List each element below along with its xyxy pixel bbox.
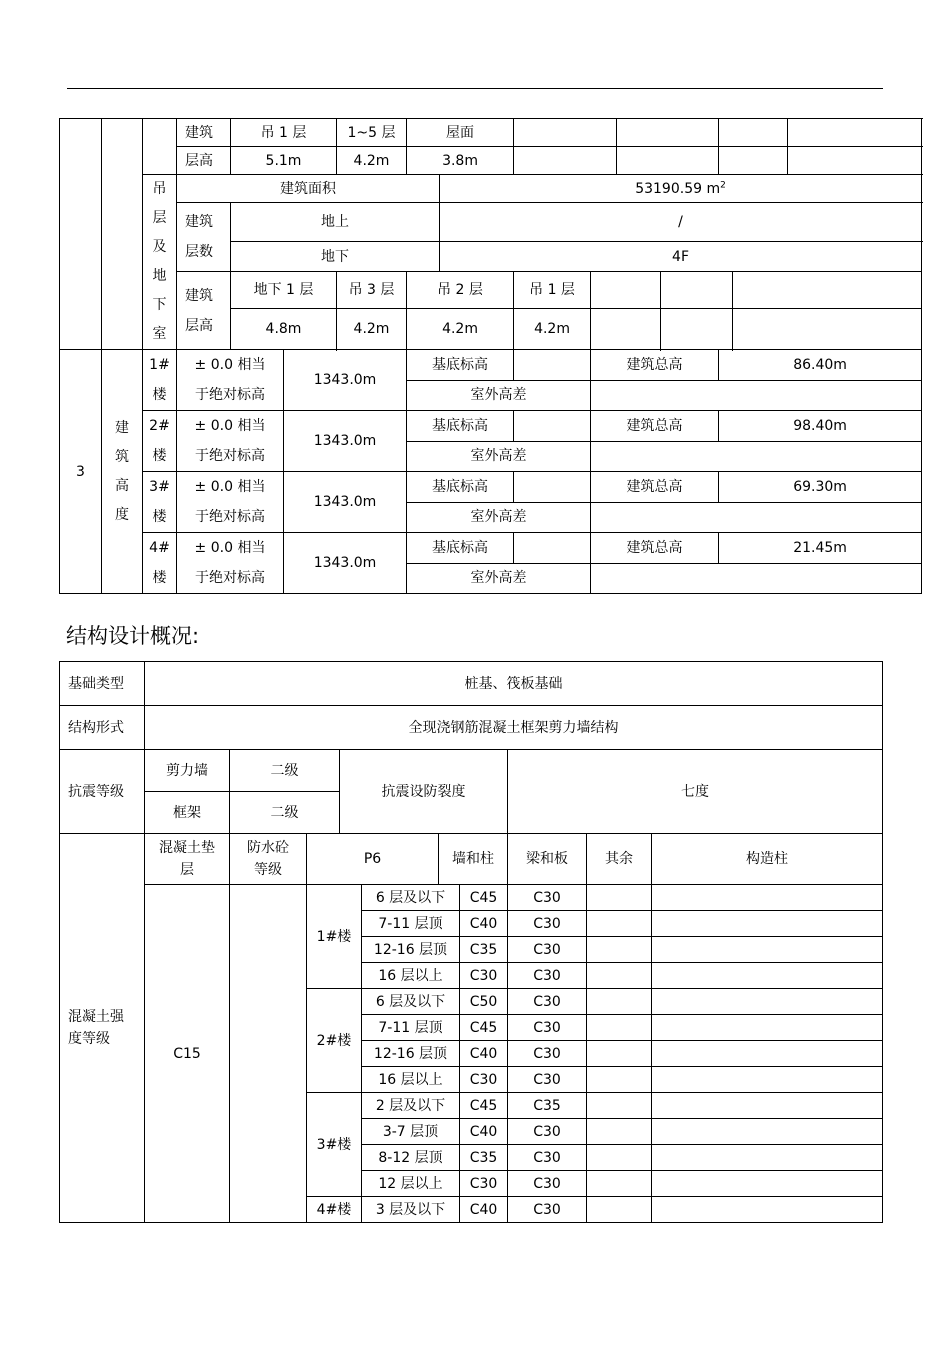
blank-cell [788, 147, 922, 175]
outdoor-diff-value [591, 380, 922, 411]
basement-floor-name: 地下 1 层 [231, 272, 337, 308]
building-name: 4# 楼 [143, 533, 177, 594]
blank-cell [143, 119, 177, 175]
building-1-row-a [60, 350, 922, 381]
blank-cell [733, 272, 922, 308]
blank-cell [719, 119, 788, 147]
frame-label: 框架 [145, 792, 230, 834]
outdoor-diff-value [591, 441, 922, 472]
col-wall-header: 墙和柱 [439, 834, 508, 885]
blank-cell [617, 147, 719, 175]
outdoor-diff-value [591, 563, 922, 594]
cushion-label: 混凝土垫 层 [145, 834, 230, 885]
blank-cell [591, 308, 661, 349]
building-group: 1#楼 [307, 885, 362, 989]
floor-label: 建筑 [177, 119, 231, 147]
shear-wall-label: 剪力墙 [145, 750, 230, 792]
wall-grade: C40 [460, 1041, 508, 1067]
blank-cell [60, 119, 102, 350]
struct-grade [652, 1197, 883, 1223]
structure-heading: 结构设计概况: [66, 624, 200, 648]
other-grade [587, 1067, 652, 1093]
struct-grade [652, 1093, 883, 1119]
relative-elevation-label: ± 0.0 相当 于绝对标高 [177, 411, 284, 472]
floor-height-row [60, 147, 922, 175]
struct-grade [652, 1041, 883, 1067]
outdoor-diff-value [591, 502, 922, 533]
total-height-value: 98.40m [719, 411, 922, 442]
building-group: 2#楼 [307, 989, 362, 1093]
floor-range: 3 层及以下 [362, 1197, 460, 1223]
other-grade [587, 911, 652, 937]
building-name: 2# 楼 [143, 411, 177, 472]
below-value: 4F [440, 241, 922, 272]
blank-cell [102, 119, 143, 350]
floor-header-row [60, 119, 922, 147]
foundation-row [60, 662, 883, 706]
struct-grade [652, 1015, 883, 1041]
floor-range: 16 层以上 [362, 963, 460, 989]
beam-grade: C30 [508, 1197, 587, 1223]
beam-grade: C30 [508, 1067, 587, 1093]
structure-label: 结构形式 [60, 706, 145, 750]
floor-height: 4.2m [337, 147, 407, 175]
basement-floor-height: 4.2m [407, 308, 514, 349]
wall-grade: C35 [460, 1145, 508, 1171]
outdoor-diff-label: 室外高差 [407, 563, 591, 594]
base-elevation-value [514, 533, 591, 564]
floor-name: 1~5 层 [337, 119, 407, 147]
section-label: 建 筑 高 度 [102, 350, 143, 594]
area-row [60, 175, 922, 203]
waterproof-value: P6 [307, 834, 439, 885]
building-overview-table [59, 118, 922, 594]
blank-cell [514, 147, 617, 175]
foundation-label: 基础类型 [60, 662, 145, 706]
struct-grade [652, 1145, 883, 1171]
fortification-label: 抗震设防裂度 [340, 750, 508, 834]
absolute-elevation: 1343.0m [284, 533, 407, 594]
outdoor-diff-label: 室外高差 [407, 380, 591, 411]
frame-grade: 二级 [230, 792, 340, 834]
cushion-value: C15 [145, 885, 230, 1223]
other-grade [587, 963, 652, 989]
wall-grade: C40 [460, 1197, 508, 1223]
floor-range: 16 层以上 [362, 1067, 460, 1093]
wall-grade: C40 [460, 911, 508, 937]
base-elevation-label: 基底标高 [407, 472, 514, 503]
beam-grade: C30 [508, 989, 587, 1015]
blank-cell [788, 119, 922, 147]
wall-grade: C35 [460, 937, 508, 963]
seismic-label: 抗震等级 [60, 750, 145, 834]
floors-above-row [60, 203, 922, 242]
other-grade [587, 1119, 652, 1145]
structure-value: 全现浇钢筋混凝土框架剪力墙结构 [145, 706, 883, 750]
building-group: 3#楼 [307, 1093, 362, 1197]
basement-label: 吊 层 及 地 下 室 [143, 175, 177, 350]
beam-grade: C30 [508, 1119, 587, 1145]
struct-grade [652, 1119, 883, 1145]
other-grade [587, 1171, 652, 1197]
basement-floor-name: 吊 3 层 [337, 272, 407, 308]
base-elevation-value [514, 472, 591, 503]
beam-grade: C30 [508, 1171, 587, 1197]
total-height-value: 69.30m [719, 472, 922, 503]
blank-cell [733, 308, 922, 349]
shear-wall-grade: 二级 [230, 750, 340, 792]
beam-grade: C30 [508, 963, 587, 989]
wall-grade: C45 [460, 885, 508, 911]
wall-grade: C30 [460, 1067, 508, 1093]
basement-floor-height: 4.2m [514, 308, 591, 349]
floors-label: 建筑 层数 [177, 203, 231, 272]
beam-grade: C35 [508, 1093, 587, 1119]
other-grade [587, 937, 652, 963]
beam-grade: C30 [508, 937, 587, 963]
beam-grade: C30 [508, 911, 587, 937]
col-beam-header: 梁和板 [508, 834, 587, 885]
struct-grade [652, 937, 883, 963]
blank-cell [514, 119, 617, 147]
floor-range: 2 层及以下 [362, 1093, 460, 1119]
blank-cell [661, 272, 733, 308]
wall-grade: C50 [460, 989, 508, 1015]
below-label: 地下 [231, 241, 440, 272]
struct-grade [652, 911, 883, 937]
other-grade [587, 989, 652, 1015]
waterproof-label: 防水砼 等级 [230, 834, 307, 885]
section-number: 3 [60, 350, 102, 594]
beam-grade: C30 [508, 1041, 587, 1067]
col-other-header: 其余 [587, 834, 652, 885]
concrete-header-row [60, 834, 883, 885]
basement-floor-height: 4.8m [231, 308, 337, 349]
other-grade [587, 1197, 652, 1223]
floor-range: 6 层及以下 [362, 989, 460, 1015]
wall-grade: C30 [460, 963, 508, 989]
total-height-value: 21.45m [719, 533, 922, 564]
floor-height: 3.8m [407, 147, 514, 175]
floor-height: 5.1m [231, 147, 337, 175]
above-value: / [440, 203, 922, 242]
header-rule [67, 88, 883, 89]
basement-floor-height: 4.2m [337, 308, 407, 349]
floor-range: 12-16 层顶 [362, 937, 460, 963]
total-height-label: 建筑总高 [591, 411, 719, 442]
floor-name: 吊 1 层 [231, 119, 337, 147]
concrete-grade-label: 混凝土强 度等级 [60, 834, 145, 1223]
area-label: 建筑面积 [177, 175, 440, 203]
struct-grade [652, 989, 883, 1015]
concrete-row [60, 885, 883, 911]
wall-grade: C45 [460, 1015, 508, 1041]
total-height-value: 86.40m [719, 350, 922, 381]
structure-design-table [59, 661, 883, 1223]
beam-grade: C30 [508, 885, 587, 911]
absolute-elevation: 1343.0m [284, 411, 407, 472]
struct-grade [652, 963, 883, 989]
beam-grade: C30 [508, 1015, 587, 1041]
outdoor-diff-label: 室外高差 [407, 441, 591, 472]
building-4-row-a [60, 533, 922, 564]
total-height-label: 建筑总高 [591, 350, 719, 381]
other-grade [587, 1093, 652, 1119]
fortification-value: 七度 [508, 750, 883, 834]
building-name: 1# 楼 [143, 350, 177, 411]
above-label: 地上 [231, 203, 440, 242]
col-struct-header: 构造柱 [652, 834, 883, 885]
wall-grade: C45 [460, 1093, 508, 1119]
absolute-elevation: 1343.0m [284, 350, 407, 411]
foundation-value: 桩基、筏板基础 [145, 662, 883, 706]
basement-floor-name: 吊 1 层 [514, 272, 591, 308]
total-height-label: 建筑总高 [591, 472, 719, 503]
base-elevation-value [514, 350, 591, 381]
building-group: 4#楼 [307, 1197, 362, 1223]
seismic-row-a [60, 750, 883, 792]
relative-elevation-label: ± 0.0 相当 于绝对标高 [177, 533, 284, 594]
other-grade [587, 1015, 652, 1041]
struct-grade [652, 1067, 883, 1093]
building-name: 3# 楼 [143, 472, 177, 533]
base-elevation-label: 基底标高 [407, 411, 514, 442]
beam-grade: C30 [508, 1145, 587, 1171]
relative-elevation-label: ± 0.0 相当 于绝对标高 [177, 472, 284, 533]
other-grade [587, 1145, 652, 1171]
absolute-elevation: 1343.0m [284, 472, 407, 533]
other-grade [587, 1041, 652, 1067]
building-2-row-a [60, 411, 922, 442]
floor-range: 6 层及以下 [362, 885, 460, 911]
struct-grade [652, 885, 883, 911]
relative-elevation-label: ± 0.0 相当 于绝对标高 [177, 350, 284, 411]
heights-label: 建筑 层高 [177, 272, 231, 350]
blank-cell [591, 272, 661, 308]
structure-form-row [60, 706, 883, 750]
floor-range: 7-11 层顶 [362, 911, 460, 937]
blank-cell [661, 308, 733, 349]
floor-range: 12-16 层顶 [362, 1041, 460, 1067]
height-label: 层高 [177, 147, 231, 175]
struct-grade [652, 1171, 883, 1197]
area-value: 53190.59 $m^2$ [440, 175, 922, 203]
base-elevation-label: 基底标高 [407, 533, 514, 564]
basement-floor-row [60, 272, 922, 308]
floor-range: 3-7 层顶 [362, 1119, 460, 1145]
base-elevation-label: 基底标高 [407, 350, 514, 381]
outdoor-diff-label: 室外高差 [407, 502, 591, 533]
blank-cell [617, 119, 719, 147]
floor-range: 8-12 层顶 [362, 1145, 460, 1171]
building-3-row-a [60, 472, 922, 503]
basement-floor-name: 吊 2 层 [407, 272, 514, 308]
wall-grade: C30 [460, 1171, 508, 1197]
other-grade [587, 885, 652, 911]
blank-cell [719, 147, 788, 175]
waterproof-blank [230, 885, 307, 1223]
floor-range: 12 层以上 [362, 1171, 460, 1197]
floor-name: 屋面 [407, 119, 514, 147]
base-elevation-value [514, 411, 591, 442]
total-height-label: 建筑总高 [591, 533, 719, 564]
wall-grade: C40 [460, 1119, 508, 1145]
floor-range: 7-11 层顶 [362, 1015, 460, 1041]
